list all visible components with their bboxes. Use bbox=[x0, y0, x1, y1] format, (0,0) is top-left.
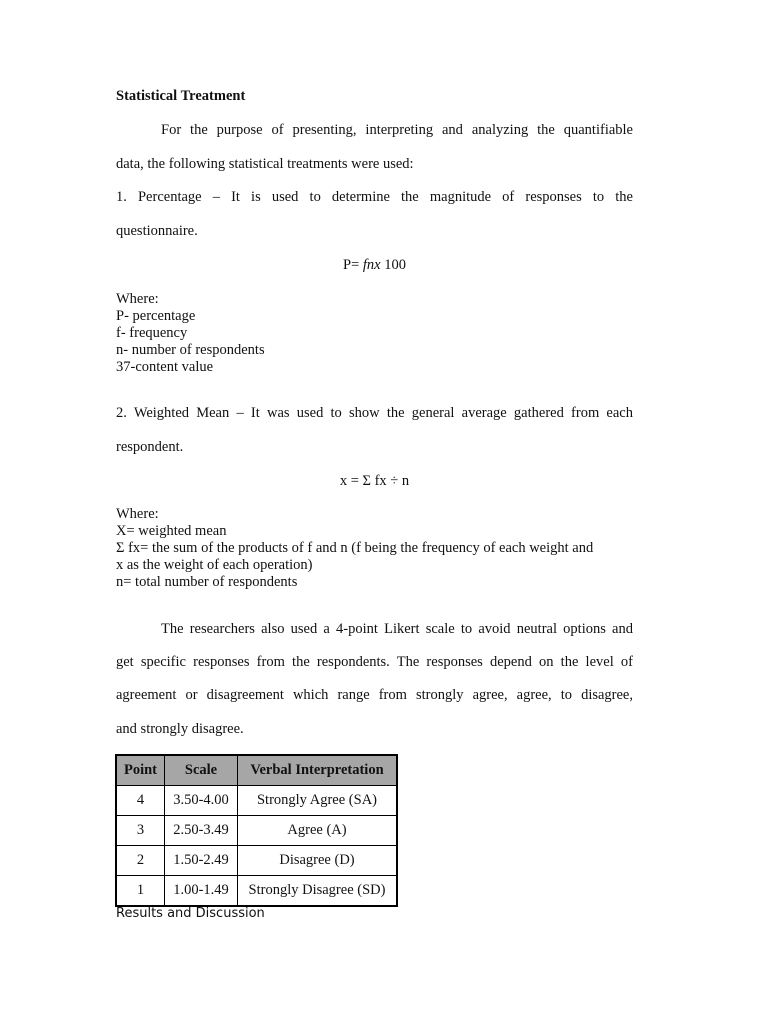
table-row bbox=[116, 786, 397, 816]
column-header-scale: Scale bbox=[165, 755, 238, 786]
cell-point: 4 bbox=[116, 786, 165, 816]
likert-line-3: agreement or disagreement which range from strongly agree, agree, to disagree, bbox=[116, 687, 633, 703]
intro-line-2: data, the following statistical treatments were used: bbox=[116, 156, 414, 172]
column-header-point: Point bbox=[116, 755, 165, 786]
cell-interpretation: Strongly Disagree (SD) bbox=[238, 876, 398, 907]
cell-point: 1 bbox=[116, 876, 165, 907]
table-header-row bbox=[116, 755, 397, 786]
weighted-mean-where-label: Where: bbox=[116, 506, 159, 522]
percentage-def: 37-content value bbox=[116, 359, 214, 375]
weighted-mean-line-1: 2. Weighted Mean – It was used to show the general average gathered from each bbox=[116, 405, 633, 421]
percentage-line-1: 1. Percentage – It is used to determine the magnitude of responses to the bbox=[116, 189, 633, 205]
weighted-mean-formula: x = Σ fx ÷ n bbox=[339, 473, 410, 489]
weighted-mean-def: x as the weight of each operation) bbox=[116, 557, 313, 573]
likert-line-4: and strongly disagree. bbox=[116, 721, 244, 737]
likert-line-1: The researchers also used a 4-point Likert scale to avoid neutral options and bbox=[161, 621, 633, 637]
intro-line-1: For the purpose of presenting, interpreting and analyzing the quantifiable bbox=[161, 122, 633, 138]
table-row bbox=[116, 846, 397, 876]
column-header-verbal-interpretation: Verbal Interpretation bbox=[238, 755, 398, 786]
cell-scale: 2.50-3.49 bbox=[165, 816, 238, 846]
percentage-line-2: questionnaire. bbox=[116, 223, 198, 239]
percentage-formula bbox=[116, 257, 633, 274]
percentage-def: P- percentage bbox=[116, 308, 196, 324]
table-row bbox=[116, 816, 397, 846]
cell-scale: 1.00-1.49 bbox=[165, 876, 238, 907]
weighted-mean-def: X= weighted mean bbox=[116, 523, 227, 539]
weighted-mean-line-2: respondent. bbox=[116, 439, 184, 455]
percentage-def: n- number of respondents bbox=[116, 342, 265, 358]
section-heading-results-and-discussion: Results and Discussion bbox=[116, 906, 265, 921]
weighted-mean-def: Σ fx= the sum of the products of f and n (f being the frequency of each weight and bbox=[116, 540, 594, 556]
formula-variables: fnx bbox=[362, 257, 381, 273]
cell-scale: 3.50-4.00 bbox=[165, 786, 238, 816]
cell-interpretation: Disagree (D) bbox=[238, 846, 398, 876]
cell-point: 3 bbox=[116, 816, 165, 846]
cell-interpretation: Strongly Agree (SA) bbox=[238, 786, 398, 816]
formula-suffix: 100 bbox=[384, 257, 406, 273]
percentage-def: f- frequency bbox=[116, 325, 188, 341]
section-heading-statistical-treatment: Statistical Treatment bbox=[116, 88, 246, 104]
cell-scale: 1.50-2.49 bbox=[165, 846, 238, 876]
likert-line-2: get specific responses from the respondents. The responses depend on the level of bbox=[116, 654, 633, 670]
cell-point: 2 bbox=[116, 846, 165, 876]
percentage-where-label: Where: bbox=[116, 291, 159, 307]
likert-scale-table bbox=[115, 754, 398, 907]
cell-interpretation: Agree (A) bbox=[238, 816, 398, 846]
table-row bbox=[116, 876, 397, 907]
weighted-mean-def: n= total number of respondents bbox=[116, 574, 298, 590]
formula-prefix: P= bbox=[343, 257, 360, 273]
